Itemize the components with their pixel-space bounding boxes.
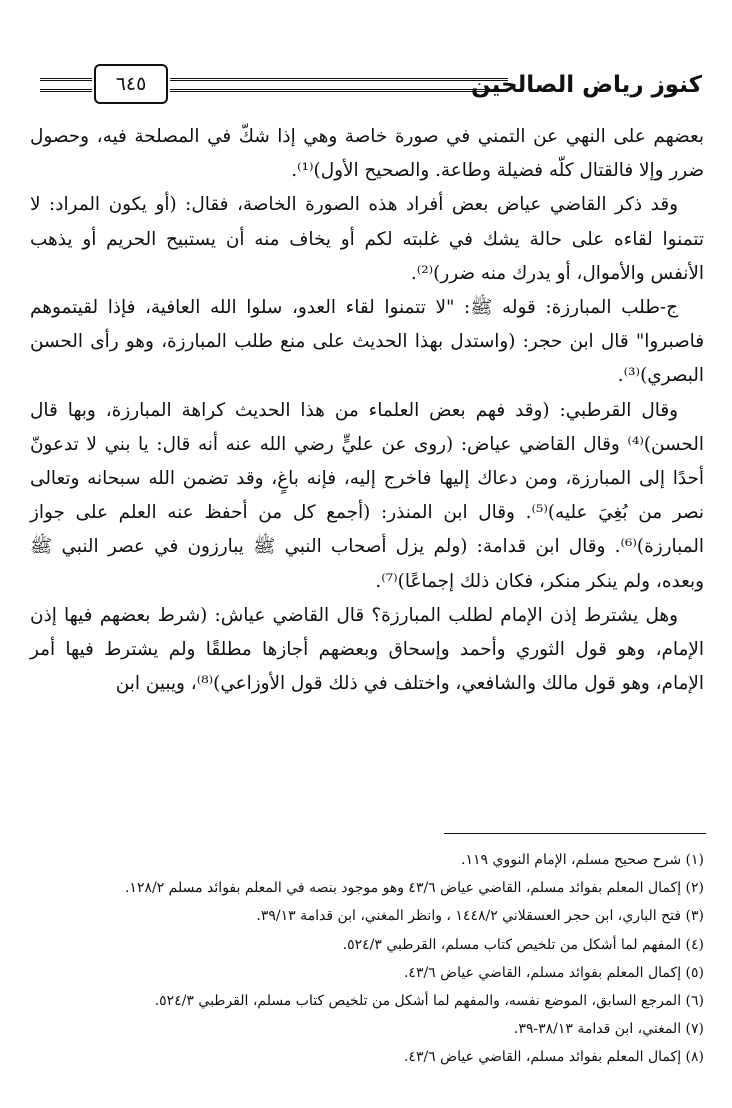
footnote: (٣) فتح الباري، ابن حجر العسقلاني ١٤٤٨/٢ ، وانظر المغني، ابن قدامة ٣٩/١٣.	[256, 908, 704, 925]
footnote: (١) شرح صحيح مسلم، الإمام النووي ١١٩.	[461, 852, 704, 868]
page-number: ٦٤٥	[94, 64, 168, 104]
paragraph: وهل يشترط إذن الإمام لطلب المبارزة؟ قال القاضي عياش: (شرط بعضهم فيها إذن الإمام، وهو قول الثوري وأحمد وإسحاق وبعضهم أجازها مطلقًا ولم يشترط فيها أمر الإمام، وهو قول مالك والشافعي، واختلف في ذلك قول الأوزاعي)⁽⁸⁾، ويبين ابن	[30, 604, 704, 695]
main-text	[30, 120, 704, 701]
footnotes	[30, 846, 704, 1072]
paragraph: ج-طلب المبارزة: قوله ﷺ: "لا تتمنوا لقاء العدو، سلوا الله العافية، فإذا لقيتموهم فاصبروا" قال ابن حجر: (واستدل بهذا الحديث على منع طلب المبارزة، وهو رأى الحسن البصري)⁽³⁾.	[30, 297, 704, 387]
footnote: (٤) المفهم لما أشكل من تلخيص كتاب مسلم، القرطبي ٥٢٤/٣.	[342, 936, 704, 953]
footnote-separator	[444, 833, 706, 834]
paragraph: بعضهم على النهي عن التمني في صورة خاصة وهي إذا شكّ في المصلحة فيه، وحصول ضرر وإلا فالقتال كلّه فضيلة وطاعة. والصحيح الأول)⁽¹⁾.	[30, 126, 704, 182]
page-header	[40, 64, 702, 108]
paragraph: وقد ذكر القاضي عياض بعض أفراد هذه الصورة الخاصة، فقال: (أو يكون المراد: لا تتمنوا لقاءه على حالة يشك في غلبته لكم أو يخاف منه أن يستبيح الحريم أو يذهب الأنفس والأموال، أو يدرك منه ضرر)⁽²⁾.	[30, 194, 704, 284]
footnote: (٢) إكمال المعلم بفوائد مسلم، القاضي عياض ٤٣/٦ وهو موجود بنصه في المعلم بفوائد مسلم ١٢٨/٢.	[124, 880, 704, 897]
header-rule-middle	[170, 78, 508, 92]
paragraph: وقال القرطبي: (وقد فهم بعض العلماء من هذا الحديث كراهة المبارزة، وبها قال الحسن)⁽⁴⁾ وقال القاضي عياض: (روى عن عليٍّ رضي الله عنه أنه قال: يا بني لا تدعونّ أحدًا إلى المبارزة، ومن دعاك إليها فاخرج إليه، فإنه باغٍ، وقد تضمن الله سبحانه وتعالى نصر من بُغِيَ عليه)⁽⁵⁾. وقال ابن المنذر: (أجمع كل من أحفظ عنه العلم على جواز المبارزة)⁽⁶⁾. وقال ابن قدامة: (ولم يزل أصحاب النبي ﷺ يبارزون في عصر النبي ﷺ وبعده، ولم ينكر منكر، فكان ذلك إجماعًا)⁽⁷⁾.	[30, 399, 704, 592]
footnote: (٥) إكمال المعلم بفوائد مسلم، القاضي عياض ٤٣/٦.	[403, 964, 704, 981]
footnote: (٨) إكمال المعلم بفوائد مسلم، القاضي عياض ٤٣/٦.	[403, 1049, 704, 1066]
footnote: (٧) المغني، ابن قدامة ٣٨/١٣-٣٩.	[513, 1021, 704, 1038]
footnote: (٦) المرجع السابق، الموضع نفسه، والمفهم لما أشكل من تلخيص كتاب مسلم، القرطبي ٥٢٤/٣.	[154, 993, 704, 1010]
header-rule-left	[40, 78, 92, 92]
running-title: كنوز رياض الصالحين	[470, 72, 702, 98]
